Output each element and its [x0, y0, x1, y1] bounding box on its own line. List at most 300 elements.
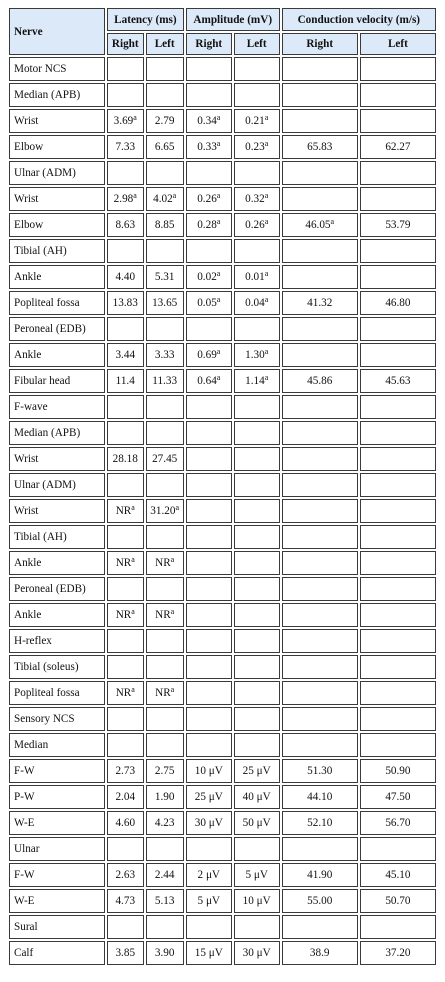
amplitude-right-cell [186, 447, 232, 471]
latency-right-cell [107, 343, 144, 367]
table-row [9, 83, 436, 107]
footnote-marker: a [216, 139, 221, 148]
latency-left-cell [146, 109, 184, 133]
cell-value: 46.05 [305, 219, 331, 231]
amplitude-right-cell [186, 889, 232, 913]
amplitude-left-cell [234, 889, 280, 913]
latency-left-cell [146, 265, 184, 289]
amplitude-right-cell [186, 759, 232, 783]
footnote-marker: a [216, 217, 221, 226]
cell-value: 0.33 [197, 141, 217, 153]
latency-left-cell [146, 551, 184, 575]
cell-value: 0.28 [197, 219, 217, 231]
velocity-right-cell [282, 681, 358, 705]
cell-value: 45.10 [385, 869, 411, 881]
latency-left-header: Left [146, 33, 184, 55]
table-row [9, 421, 436, 445]
latency-left-cell [146, 447, 184, 471]
velocity-right-cell [282, 551, 358, 575]
amplitude-left-cell [234, 915, 280, 939]
velocity-left-cell [360, 395, 436, 419]
velocity-left-cell [360, 681, 436, 705]
latency-left-cell [146, 811, 184, 835]
row-label: Popliteal fossa [9, 681, 105, 705]
velocity-right-cell [282, 291, 358, 315]
cell-value: 2.98 [113, 193, 134, 205]
cell-value: 8.63 [115, 219, 136, 231]
row-label: Tibial (soleus) [9, 655, 105, 679]
cell-value: 0.05 [197, 297, 217, 309]
cell-value: 2.44 [154, 869, 175, 881]
nerve-conduction-table [7, 6, 438, 967]
amplitude-right-cell [186, 499, 232, 523]
velocity-right-cell [282, 57, 358, 81]
latency-right-cell [107, 551, 144, 575]
row-label: P-W [9, 785, 105, 809]
cell-value: 10 μV [242, 895, 271, 907]
amplitude-left-cell [234, 603, 280, 627]
table-row [9, 317, 436, 341]
amplitude-right-cell [186, 473, 232, 497]
cell-value: 41.32 [307, 297, 333, 309]
amplitude-left-cell [234, 343, 280, 367]
amplitude-right-cell [186, 811, 232, 835]
cell-value: 62.27 [385, 141, 411, 153]
velocity-right-cell [282, 837, 358, 861]
velocity-right-cell [282, 109, 358, 133]
velocity-left-cell [360, 291, 436, 315]
cell-value: 0.26 [197, 193, 217, 205]
latency-right-cell [107, 135, 144, 159]
latency-left-cell [146, 213, 184, 237]
cell-value: 4.73 [115, 895, 136, 907]
latency-right-cell [107, 707, 144, 731]
footnote-marker: a [131, 555, 135, 564]
footnote-marker: a [131, 607, 135, 616]
velocity-left-cell [360, 161, 436, 185]
amplitude-right-cell [186, 369, 232, 393]
latency-right-header: Right [107, 33, 144, 55]
table-row [9, 213, 436, 237]
velocity-right-cell [282, 265, 358, 289]
row-label: Ulnar [9, 837, 105, 861]
amplitude-left-cell [234, 57, 280, 81]
row-label: Peroneal (EDB) [9, 317, 105, 341]
latency-right-cell [107, 187, 144, 211]
cell-value: 30 μV [194, 817, 223, 829]
cell-value: 0.01 [245, 271, 265, 283]
row-label: Fibular head [9, 369, 105, 393]
latency-left-cell [146, 681, 184, 705]
latency-right-cell [107, 785, 144, 809]
latency-left-cell [146, 369, 184, 393]
table-row [9, 57, 436, 81]
latency-right-cell [107, 395, 144, 419]
latency-left-cell [146, 733, 184, 757]
velocity-left-cell [360, 473, 436, 497]
latency-left-cell [146, 499, 184, 523]
latency-left-cell [146, 317, 184, 341]
latency-right-cell [107, 421, 144, 445]
latency-right-cell [107, 265, 144, 289]
cell-value: NR [115, 687, 132, 699]
row-label: Elbow [9, 135, 105, 159]
velocity-right-cell [282, 499, 358, 523]
latency-left-cell [146, 603, 184, 627]
cell-value: 3.85 [115, 947, 136, 959]
footnote-marker: a [264, 373, 269, 382]
row-label: Sural [9, 915, 105, 939]
cell-value: 10 μV [194, 765, 223, 777]
cell-value: 13.83 [112, 297, 138, 309]
cell-value: 53.79 [385, 219, 411, 231]
amplitude-left-cell [234, 499, 280, 523]
latency-right-cell [107, 915, 144, 939]
row-label: H-reflex [9, 629, 105, 653]
cell-value: 50.70 [385, 895, 411, 907]
velocity-right-cell [282, 629, 358, 653]
table-row [9, 915, 436, 939]
row-label: Motor NCS [9, 57, 105, 81]
latency-left-cell [146, 473, 184, 497]
velocity-left-cell [360, 655, 436, 679]
cell-value: 5.13 [154, 895, 175, 907]
amplitude-left-cell [234, 369, 280, 393]
cell-value: 4.40 [115, 271, 136, 283]
cell-value: 44.10 [307, 791, 333, 803]
cell-value: 0.34 [197, 115, 217, 127]
footnote-marker: a [216, 295, 221, 304]
latency-right-cell [107, 83, 144, 107]
latency-right-cell [107, 525, 144, 549]
amplitude-left-cell [234, 577, 280, 601]
latency-left-cell [146, 915, 184, 939]
footnote-marker: a [170, 607, 175, 616]
cell-value: NR [155, 557, 171, 569]
velocity-left-cell [360, 499, 436, 523]
footnote-marker: a [216, 191, 221, 200]
cell-value: 4.02 [153, 193, 173, 205]
latency-left-cell [146, 187, 184, 211]
velocity-right-cell [282, 863, 358, 887]
amplitude-left-cell [234, 265, 280, 289]
amplitude-right-cell [186, 655, 232, 679]
amplitude-left-cell [234, 551, 280, 575]
table-row [9, 473, 436, 497]
amplitude-left-cell [234, 421, 280, 445]
amplitude-right-cell [186, 291, 232, 315]
cell-value: NR [155, 609, 171, 621]
velocity-right-cell [282, 317, 358, 341]
cell-value: NR [115, 505, 132, 517]
velocity-left-cell [360, 83, 436, 107]
latency-left-cell [146, 577, 184, 601]
cell-value: 1.14 [245, 375, 265, 387]
amplitude-right-cell [186, 57, 232, 81]
cell-value: 38.9 [309, 947, 330, 959]
velocity-left-cell [360, 811, 436, 835]
cell-value: 5.31 [154, 271, 175, 283]
amplitude-left-cell [234, 109, 280, 133]
amplitude-left-cell [234, 135, 280, 159]
cell-value: 8.85 [154, 219, 175, 231]
cell-value: 2 μV [197, 869, 221, 881]
latency-right-cell [107, 811, 144, 835]
velocity-right-cell [282, 655, 358, 679]
amplitude-right-cell [186, 551, 232, 575]
velocity-right-cell [282, 83, 358, 107]
amplitude-right-cell [186, 213, 232, 237]
latency-right-cell [107, 291, 144, 315]
amplitude-left-cell [234, 681, 280, 705]
amplitude-left-cell [234, 941, 280, 965]
velocity-left-cell [360, 421, 436, 445]
latency-right-cell [107, 473, 144, 497]
amplitude-left-cell [234, 317, 280, 341]
footnote-marker: a [264, 295, 269, 304]
footnote-marker: a [170, 685, 175, 694]
velocity-left-cell [360, 733, 436, 757]
latency-left-cell [146, 239, 184, 263]
velocity-left-cell [360, 915, 436, 939]
velocity-right-cell [282, 239, 358, 263]
cell-value: 1.90 [154, 791, 175, 803]
table-row [9, 889, 436, 913]
cell-value: 5 μV [197, 895, 221, 907]
footnote-marker: a [216, 347, 221, 356]
velocity-left-cell [360, 785, 436, 809]
latency-right-cell [107, 941, 144, 965]
table-row [9, 187, 436, 211]
amplitude-left-cell [234, 161, 280, 185]
amplitude-left-cell [234, 759, 280, 783]
latency-right-cell [107, 759, 144, 783]
velocity-left-cell [360, 889, 436, 913]
table-row [9, 369, 436, 393]
latency-right-cell [107, 369, 144, 393]
velocity-right-cell [282, 135, 358, 159]
nerve-column-header: Nerve [9, 8, 105, 55]
amplitude-left-cell [234, 291, 280, 315]
row-label: Calf [9, 941, 105, 965]
amplitude-right-cell [186, 837, 232, 861]
footnote-marker: a [216, 373, 221, 382]
velocity-left-cell [360, 239, 436, 263]
amplitude-left-cell [234, 863, 280, 887]
cell-value: 27.45 [152, 453, 178, 465]
cell-value: 3.69 [113, 115, 134, 127]
cell-value: 31.20 [150, 505, 176, 517]
latency-left-cell [146, 83, 184, 107]
cell-value: 1.30 [245, 349, 265, 361]
footnote-marker: a [264, 139, 269, 148]
cell-value: 47.50 [385, 791, 411, 803]
conduction-velocity-group-header: Conduction velocity (m/s) [282, 8, 436, 31]
latency-right-cell [107, 603, 144, 627]
footnote-marker: a [131, 503, 135, 512]
cell-value: 0.26 [245, 219, 265, 231]
velocity-left-cell [360, 57, 436, 81]
footnote-marker: a [264, 269, 269, 278]
footnote-marker: a [264, 217, 269, 226]
cell-value: 55.00 [307, 895, 333, 907]
amplitude-left-cell [234, 447, 280, 471]
latency-right-cell [107, 213, 144, 237]
cell-value: 11.33 [152, 375, 178, 387]
table-row [9, 239, 436, 263]
latency-right-cell [107, 447, 144, 471]
velocity-left-cell [360, 603, 436, 627]
velocity-left-cell [360, 265, 436, 289]
velocity-right-cell [282, 343, 358, 367]
amplitude-left-cell [234, 83, 280, 107]
footnote-marker: a [133, 191, 137, 200]
amplitude-right-cell [186, 525, 232, 549]
cell-value: 25 μV [242, 765, 271, 777]
row-label: Tibial (AH) [9, 525, 105, 549]
cell-value: 50 μV [242, 817, 271, 829]
row-label: Elbow [9, 213, 105, 237]
row-label: Tibial (AH) [9, 239, 105, 263]
velocity-left-cell [360, 525, 436, 549]
latency-left-cell [146, 759, 184, 783]
velocity-right-cell [282, 525, 358, 549]
latency-right-cell [107, 681, 144, 705]
latency-left-cell [146, 837, 184, 861]
latency-right-cell [107, 837, 144, 861]
cell-value: 2.63 [115, 869, 136, 881]
amplitude-left-cell [234, 811, 280, 835]
amplitude-right-cell [186, 421, 232, 445]
latency-left-cell [146, 655, 184, 679]
table-row [9, 733, 436, 757]
table-row [9, 109, 436, 133]
cell-value: 2.04 [115, 791, 136, 803]
cell-value: 37.20 [385, 947, 411, 959]
cell-value: 56.70 [385, 817, 411, 829]
latency-right-cell [107, 57, 144, 81]
latency-right-cell [107, 577, 144, 601]
cell-value: 4.60 [115, 817, 136, 829]
row-label: Median (APB) [9, 83, 105, 107]
cell-value: 25 μV [194, 791, 223, 803]
velocity-left-cell [360, 317, 436, 341]
cell-value: 51.30 [307, 765, 333, 777]
amplitude-left-cell [234, 213, 280, 237]
table-row [9, 811, 436, 835]
row-label: F-W [9, 863, 105, 887]
amplitude-right-cell [186, 161, 232, 185]
latency-left-cell [146, 161, 184, 185]
table-row [9, 499, 436, 523]
cell-value: 13.65 [152, 297, 178, 309]
cell-value: 46.80 [385, 297, 411, 309]
amplitude-left-cell [234, 733, 280, 757]
row-label: Ankle [9, 343, 105, 367]
row-label: Ulnar (ADM) [9, 161, 105, 185]
table-row [9, 135, 436, 159]
velocity-right-cell [282, 447, 358, 471]
velocity-left-cell [360, 187, 436, 211]
row-label: Median (APB) [9, 421, 105, 445]
velocity-right-cell [282, 369, 358, 393]
table-row [9, 265, 436, 289]
row-label: Wrist [9, 499, 105, 523]
velocity-right-cell [282, 915, 358, 939]
footnote-marker: a [216, 269, 221, 278]
velocity-right-cell [282, 759, 358, 783]
velocity-right-cell [282, 733, 358, 757]
velocity-right-cell [282, 421, 358, 445]
table-row [9, 707, 436, 731]
table-row [9, 291, 436, 315]
velocity-right-cell [282, 941, 358, 965]
velocity-right-cell [282, 811, 358, 835]
amplitude-right-cell [186, 733, 232, 757]
velocity-right-header: Right [282, 33, 358, 55]
latency-right-cell [107, 629, 144, 653]
table-row [9, 603, 436, 627]
latency-left-cell [146, 395, 184, 419]
amplitude-left-cell [234, 525, 280, 549]
table-row [9, 941, 436, 965]
table-row [9, 161, 436, 185]
amplitude-right-cell [186, 707, 232, 731]
latency-left-cell [146, 863, 184, 887]
row-label: Median [9, 733, 105, 757]
row-label: Sensory NCS [9, 707, 105, 731]
latency-right-cell [107, 863, 144, 887]
cell-value: 2.79 [154, 115, 175, 127]
latency-right-cell [107, 889, 144, 913]
table-row [9, 343, 436, 367]
cell-value: 30 μV [242, 947, 271, 959]
velocity-left-cell [360, 213, 436, 237]
velocity-left-cell [360, 135, 436, 159]
latency-right-cell [107, 733, 144, 757]
cell-value: NR [115, 557, 132, 569]
amplitude-right-cell [186, 187, 232, 211]
footnote-marker: a [131, 685, 135, 694]
row-label: Ankle [9, 265, 105, 289]
amplitude-right-cell [186, 395, 232, 419]
cell-value: 0.04 [245, 297, 265, 309]
cell-value: 6.65 [154, 141, 175, 153]
amplitude-left-cell [234, 187, 280, 211]
footnote-marker: a [216, 113, 221, 122]
amplitude-right-cell [186, 317, 232, 341]
latency-left-cell [146, 291, 184, 315]
row-label: Wrist [9, 109, 105, 133]
footnote-marker: a [170, 555, 175, 564]
cell-value: 45.63 [385, 375, 411, 387]
velocity-left-cell [360, 759, 436, 783]
table-row [9, 629, 436, 653]
cell-value: 0.64 [197, 375, 217, 387]
velocity-left-cell [360, 863, 436, 887]
amplitude-right-cell [186, 343, 232, 367]
velocity-left-cell [360, 109, 436, 133]
latency-left-cell [146, 941, 184, 965]
cell-value: 7.33 [115, 141, 136, 153]
table-row [9, 837, 436, 861]
velocity-right-cell [282, 785, 358, 809]
amplitude-right-cell [186, 135, 232, 159]
amplitude-left-cell [234, 785, 280, 809]
velocity-left-header: Left [360, 33, 436, 55]
velocity-right-cell [282, 603, 358, 627]
amplitude-right-cell [186, 83, 232, 107]
